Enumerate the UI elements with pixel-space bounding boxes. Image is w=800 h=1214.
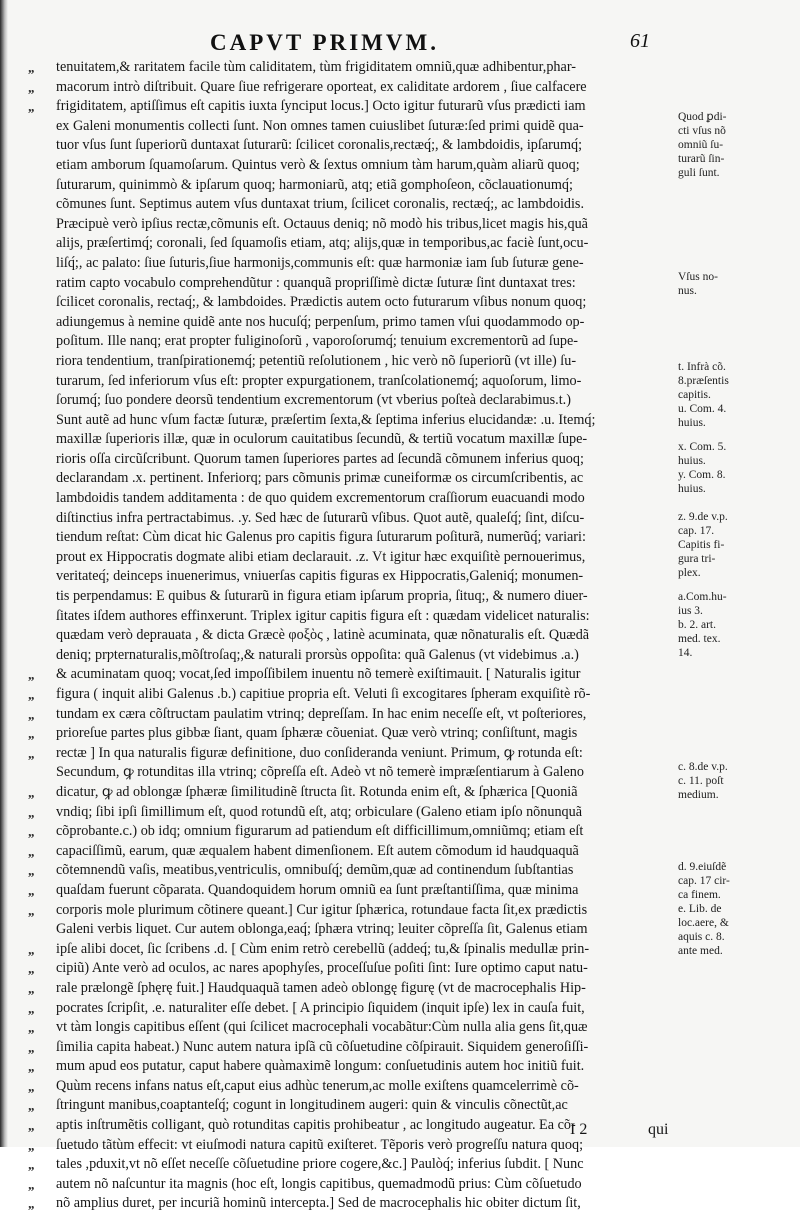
line-text: prioreſue partes plus gibbæ ſiant, quam ſphæræ cõueniat. Quæ verò vtrinq; conſiſtunt, magis	[56, 725, 578, 742]
text-line	[28, 1057, 668, 1077]
line-text: ſitates iſdem authores effinxerunt. Triplex igitur capitis figura eſt : quædam videlicet naturalis:	[56, 607, 590, 624]
text-line	[56, 646, 668, 666]
line-text: ratim capto vocabulo comprehendũtur : quanquã propriſſimè dictæ ſuturæ ſint duntaxat tres:	[56, 274, 576, 291]
margin-note-line: d. 9.eiuſdẽ	[678, 861, 727, 873]
text-line	[56, 391, 668, 411]
line-text: quaſdam fuerunt cõparata. Quandoquidem horum omniũ ea ſunt præſtantiſſima, quæ minima	[56, 881, 579, 898]
text-line	[28, 842, 668, 862]
quotation-mark: „	[28, 1059, 35, 1075]
text-line	[28, 901, 668, 921]
quotation-mark: „	[28, 687, 35, 702]
text-line	[28, 999, 668, 1019]
text-line	[56, 450, 668, 470]
line-text: ipſe alibi docet, ſic ſcribens .d. [ Cùm enim retrò cerebellũ (addeq́; tu,& ſpinalis medullæ prin-	[56, 940, 590, 957]
quotation-mark: „	[28, 784, 35, 800]
quotation-mark: „	[28, 667, 35, 683]
margin-note-line: ca finem.	[678, 889, 721, 901]
line-text: lambdoidis tandem additamenta : de quo quidem excrementorum craſſiorum euacuandi modo	[56, 490, 585, 507]
line-text: ex Galeni monumentis collecti ſunt. Non omnes tamen cuiuslibet ſuturæ:ſed primi quidẽ qua-	[56, 117, 584, 134]
line-text: ſuetudo tãtùm effecit: vt eiuſmodi natura capitũ exiſteret. Tẽporis verò progreſſu natura quoq;	[56, 1136, 584, 1153]
line-text: macorum intrò diſtribuit. Quare ſiue refrigerare oporteat, ex caliditate ardorem , ſiue calfacere	[56, 78, 587, 95]
line-text: etiam amborum ſquamoſarum. Quintus verò & ſextus omnium tàm harum,quàm aliarũ quoq;	[56, 156, 580, 173]
running-head: CAPVT PRIMVM.	[210, 30, 439, 55]
line-text: ſcilicet coronalis, rectaq́;, & lambdoides. Prædictis autem octo futurarum vſibus nonum quoq;	[56, 294, 587, 311]
line-text: Galeni verbis liquet. Cur autem oblonga,eaq́; ſphæra vtrinq; leuiter cõpreſſa ſit, Galenus etiam	[56, 921, 588, 938]
text-line	[56, 274, 668, 294]
text-line	[56, 195, 668, 215]
margin-note	[678, 760, 788, 802]
text-line	[56, 176, 668, 196]
line-text: tiendum reſtat: Cùm dicat hic Galenus pro capitis figura ſuturarum poſiturã, numerũq́; variari:	[56, 529, 586, 546]
text-line	[28, 744, 668, 764]
margin-note-line: loc.aere, &	[678, 917, 729, 929]
line-text: aptis inſtrumẽtis colligant, quò rotunditas capitis prohibeatur , ac longitudo augeatur. Ea cõ-	[56, 1117, 576, 1134]
margin-note	[678, 360, 788, 430]
margin-note-line: Quod ꝑdi-	[678, 111, 727, 123]
line-text: ſorumq́; ſuo pondere deorsũ tendentium excrementorum (vt vberius poſteà declarabimus.t.)	[56, 392, 571, 409]
margin-note-line: y. Com. 8.	[678, 469, 726, 481]
text-line	[56, 489, 668, 509]
text-line	[28, 1018, 668, 1038]
margin-note-line: a.Com.hu-	[678, 591, 727, 603]
text-line	[56, 352, 668, 372]
folio-number: 61	[630, 30, 650, 52]
quotation-mark: „	[28, 79, 35, 95]
text-line	[28, 1155, 668, 1175]
text-line	[56, 626, 668, 646]
margin-note-line: e. Lib. de	[678, 903, 722, 915]
margin-note-line: huius.	[678, 483, 706, 495]
page-header	[0, 30, 800, 56]
text-line	[56, 509, 668, 529]
line-text: diſtinctius infra pertractabimus. .y. Sed hæc de ſuturarũ vſibus. Quot autẽ, qualeſq́; ſint, diſcu-	[56, 509, 585, 526]
line-text: rioris oſſa circũſcribunt. Quorum tamen ſuperiores partes ad ſecundã cõmunem inferius quoq;	[56, 450, 584, 467]
line-text: frigiditatem, aptiſſimus eſt capitis iuxta ſynciput locus.] Octo igitur futurarũ vſus prædicti iam	[56, 98, 586, 115]
line-text: vt tàm longis capitibus eſſent (qui ſcilicet macrocephali vocabãtur:Cùm nulla alia gens ſit,quæ	[56, 1019, 588, 1036]
line-text: mum apud eos putatur, caput habere quàmaximẽ longum: conſuetudinis autem hoc initiũ fuit.	[56, 1058, 585, 1075]
text-line	[56, 156, 668, 176]
text-line	[28, 724, 668, 744]
text-line	[28, 705, 668, 725]
quotation-mark: „	[28, 961, 35, 977]
text-line	[28, 685, 668, 705]
text-line	[28, 940, 668, 960]
margin-note	[678, 590, 788, 660]
line-text: capaciſſimũ, earum, quæ æqualem habent dimenſionem. Eſt autem cõmodum id haudquaquã	[56, 842, 579, 859]
quotation-mark: „	[28, 980, 35, 996]
line-text: ſuturarum, quinimmò & ipſarum quoq; harmoniarũ, atq; etiã gomphoſeon, cõclauationumq́;	[56, 176, 573, 193]
line-text: rectæ ] In qua naturalis figuræ definitione, duo conſideranda veniunt. Primum, ꝙ rotunda eſt:	[56, 744, 583, 761]
line-text: liſq́;, ac palato: ſiue ſuturis,ſiue harmonijs,communis eſt: quæ harmoniæ iam ſub ſuturæ gene-	[56, 254, 584, 271]
line-text: Sunt autẽ ad hunc vſum factæ ſuturæ, præſertim ſexta,& ſeptima inferius elucidandæ: .u. Itemq́;	[56, 411, 596, 428]
quotation-mark: „	[28, 1157, 35, 1173]
signature-mark: I 2	[570, 1121, 588, 1138]
margin-note-line: u. Com. 4.	[678, 403, 727, 415]
quotation-mark: „	[28, 1039, 35, 1055]
quotation-mark: „	[28, 863, 35, 879]
text-line	[28, 822, 668, 842]
margin-note-line: t. Infrà cõ.	[678, 361, 726, 373]
quotation-mark: „	[28, 60, 35, 75]
margin-note-line: Capitis fi-	[678, 539, 725, 551]
text-line	[28, 783, 668, 803]
quotation-mark: „	[28, 941, 35, 957]
margin-note	[678, 510, 788, 580]
margin-note-line: cap. 17 cir-	[678, 875, 730, 887]
line-text: poſitum. Ille nanq; erat propter fuliginoſorũ , vaporoſorumq́; tenuium excrementorũ ad ſupe-	[56, 333, 579, 350]
margin-note-line: plex.	[678, 567, 701, 579]
text-line	[56, 372, 668, 392]
quotation-mark: „	[28, 804, 35, 820]
margin-note-line: capitis.	[678, 389, 711, 401]
main-text-block	[28, 58, 668, 1214]
line-text: maxillæ ſuperioris illæ, quæ in oculorum cauitatibus ſecundũ, & tertiũ vocatum maxillæ ſupe-	[56, 431, 588, 448]
quotation-mark: „	[28, 706, 35, 722]
text-line	[56, 136, 668, 156]
line-text: rale prælongẽ ſphęrę fuit.] Haudquaquã tamen adeò oblongę figurę (vt de macrocephalis Hip-	[56, 979, 586, 996]
margin-note-line: huius.	[678, 417, 706, 429]
quotation-mark: „	[28, 726, 35, 742]
margin-note-line: med. tex.	[678, 633, 721, 645]
line-text: dicatur, ꝙ ad oblongæ ſphæræ ſimilitudinẽ ſtructa ſit. Rotunda enim eſt, & ſphærica [Quoniã	[56, 783, 578, 800]
margin-note-line: ante med.	[678, 945, 723, 957]
text-line	[56, 548, 668, 568]
line-text: veritateq́; deinceps inuenerimus, vniuerſas capitis figuras ex Hippocratis,Galeniq́; monumen-	[56, 568, 584, 585]
text-line	[56, 469, 668, 489]
text-line	[56, 332, 668, 352]
line-text: prout ex Hippocratis dogmate alibi etiam declarauit. .z. Vt igitur hæc exquiſitè pernouerimus,	[56, 548, 586, 565]
margin-note-line: omniũ ſu-	[678, 139, 724, 151]
margin-note-line: c. 11. poſt	[678, 775, 724, 787]
line-text: & acuminatam quoq; vocat,ſed impoſſibilem inuentu nõ temerè exiſtimauit. [ Naturalis igitur	[56, 666, 581, 683]
line-text: alijs, præſertimq́; coronali, ſed ſquamoſis etiam, atq; alijs,quæ in temporibus,ac faciè ſunt,ocu-	[56, 235, 589, 252]
line-text: pocrates ſcripſit, .e. naturaliter eſſe debet. [ A principio ſiquidem (inquit ipſe) lex in cauſa fuit,	[56, 999, 585, 1016]
text-line	[28, 1096, 668, 1116]
line-text: ſimilia capita habeat.) Nunc autem natura ipſã cũ cõſuetudine cõſpirauit. Siquidem generoſiſſi-	[56, 1038, 589, 1055]
quotation-mark: „	[28, 1118, 35, 1134]
margin-note-line: z. 9.de v.p.	[678, 511, 728, 523]
quotation-mark: „	[28, 843, 35, 859]
text-line	[56, 587, 668, 607]
line-text: Præcipuè verò ipſius rectæ,cõmunis eſt. Octauus deniq; nõ modò his tribus,licet magis his,quã	[56, 215, 588, 232]
quotation-mark: „	[28, 99, 35, 115]
margin-note	[678, 440, 788, 496]
line-text: cipiũ) Ante verò ad oculos, ac nares apophyſes, proceſſuſue poſiti ſint: Iure optimo caput natu-	[56, 960, 588, 977]
text-line	[28, 861, 668, 881]
text-line	[28, 78, 668, 98]
margin-note-line: huius.	[678, 455, 706, 467]
text-line	[56, 528, 668, 548]
margin-note	[678, 110, 788, 180]
quotation-mark: „	[28, 1098, 35, 1114]
text-line	[56, 567, 668, 587]
text-line	[28, 665, 668, 685]
quotation-mark: „	[28, 1137, 35, 1153]
line-text: tuor vſus ſunt ſuperiorũ duntaxat ſuturarũ: ſcilicet coronalis,rectæq́;, & lambdoidis, ipſarumq́;	[56, 137, 583, 154]
margin-note-line: 8.præſentis	[678, 375, 729, 387]
text-line	[56, 430, 668, 450]
margin-note-line: aquis c. 8.	[678, 931, 725, 943]
line-text: declarandam .x. pertinent. Inferiorq; pars cõmunis primæ cuneiformæ os circumſcribentis, ac	[56, 470, 584, 487]
line-text: cõtemnendũ vaſis, meatibus,ventriculis, omnibuſq́; demũm,quæ ad continendum ſubſtantias	[56, 862, 574, 879]
line-text: Secundum, ꝙ rotunditas illa vtrinq; cõpreſſa eſt. Adeò vt nõ temerè impræſentiarum à Galeno	[56, 764, 584, 781]
line-text: ſtringunt manibus,coaptanteſq́; cogunt in longitudinem augeri: quin & vinculis cõnectũt,ac	[56, 1097, 568, 1114]
margin-note	[678, 860, 788, 958]
line-text: figura ( inquit alibi Galenus .b.) capitiue propria eſt. Veluti ſi excogitares ſpheram exquiſitè rõ-	[56, 686, 591, 702]
text-line	[56, 117, 668, 137]
quotation-mark: „	[28, 824, 35, 840]
margin-note-line: cap. 17.	[678, 525, 715, 537]
line-text: vndiq; ſibi ipſi ſimillimum eſt, quod rotundũ eſt, atq; orbiculare (Galeno etiam ipſo nõnunquã	[56, 803, 583, 820]
quotation-mark: „	[28, 1196, 35, 1212]
text-line	[56, 763, 668, 783]
line-text: autem nõ naſcuntur ita magnis (hoc eſt, longis capitibus, quemadmodũ prius: Cùm cõſuetudo	[56, 1175, 582, 1192]
margin-note-line: 14.	[678, 647, 693, 659]
line-text: tenuitatem,& raritatem facile tùm caliditatem, tùm frigiditatem omniũ,quæ adhibentur,phar-	[56, 59, 576, 75]
binding-shadow	[0, 0, 8, 1147]
text-line	[28, 1077, 668, 1097]
text-line	[56, 234, 668, 254]
line-text: tales ,pduxit,vt nõ eſſet neceſſe cõſuetudine priore cogere,&c.] Paulòq́; inferius ſubdit. [ Nunc	[56, 1156, 584, 1173]
line-text: nõ amplius duret, per incuriã hominũ intercepta.] Sed de macrocephalis hic obiter dictum ſit,	[56, 1195, 581, 1212]
text-line	[28, 1038, 668, 1058]
text-line	[28, 58, 668, 78]
quotation-mark: „	[28, 1078, 35, 1094]
margin-note-line: c. 8.de v.p.	[678, 761, 728, 773]
line-text: quædam verò deprauata , & dicta Græcè φοξὸς , latinè acuminata, quæ nõnaturalis eſt. Quædã	[56, 627, 590, 644]
text-line	[56, 411, 668, 431]
margin-note-line: guli ſunt.	[678, 167, 720, 179]
margin-note-line: x. Com. 5.	[678, 441, 727, 453]
quotation-mark: „	[28, 1020, 35, 1036]
margin-note-line: cti vſus nõ	[678, 125, 726, 137]
margin-note-line: medium.	[678, 789, 719, 801]
text-line	[28, 959, 668, 979]
text-line	[56, 920, 668, 940]
text-line	[28, 803, 668, 823]
catchword: qui	[648, 1121, 669, 1138]
margin-note-line: gura tri-	[678, 553, 716, 565]
margin-note-line: Vſus no-	[678, 271, 718, 283]
margin-note-line: ius 3.	[678, 605, 703, 617]
line-text: turarum, ſed inferiorum vſus eſt: propter expurgationem, tranſcolationemq́; aquoſorum, limo-	[56, 372, 582, 389]
quotation-mark: „	[28, 882, 35, 898]
text-line	[28, 1175, 668, 1195]
margin-note-line: b. 2. art.	[678, 619, 717, 631]
text-line	[28, 97, 668, 117]
text-line	[56, 607, 668, 627]
text-line	[56, 313, 668, 333]
margin-note-line: nus.	[678, 285, 697, 297]
line-text: corporis mole plurimum cõtinere queant.] Cur igitur ſphærica, rotundaue facta ſit,ex prædictis	[56, 901, 588, 918]
quotation-mark: „	[28, 902, 35, 918]
quotation-mark: „	[28, 1000, 35, 1016]
line-text: riora tendentium, tranſpirationemq́; petentiũ reſolutionem , hic verò nõ ſuperiorũ (vt ille) ſu-	[56, 352, 577, 369]
line-text: deniq; prƿternaturalis,mõſtroſaq;,& naturali prorsùs oppoſita: quã Galenus (vt videbimus .a.)	[56, 646, 579, 663]
quotation-mark: „	[28, 1176, 35, 1192]
line-text: tundam ex cæra cõſtructam paulatim vtrinq; depreſſam. In hac enim neceſſe eſt, vt poſteriores,	[56, 705, 587, 722]
margin-note	[678, 270, 788, 298]
text-line	[56, 293, 668, 313]
text-line	[28, 1194, 668, 1214]
line-text: tis perpendamus: E quibus & ſuturarũ in figura etiam ipſarum propria, ſituq;, & numero diuer-	[56, 588, 588, 605]
text-line	[28, 881, 668, 901]
text-line	[56, 215, 668, 235]
text-line	[56, 254, 668, 274]
line-text: cõmunes ſunt. Septimus autem vſus duntaxat trium, ſcilicet coronalis, rectæq́;, ac lambdoidis.	[56, 196, 584, 213]
quotation-mark: „	[28, 745, 35, 761]
margin-note-line: turarũ ſin-	[678, 153, 725, 165]
line-text: Quùm recens infans natus eſt,caput eius adhùc tenerum,ac molle exiſtens quamcelerrimè cõ-	[56, 1077, 579, 1094]
line-text: cõprobante.c.) ob idq; omnium figurarum ad patiendum eſt difficillimum,omniũmq; etiam eſt	[56, 823, 584, 840]
line-text: adiungemus à nemine quidẽ ante nos hucuſq́; perpenſum, primo tamen vſui quodammodo op-	[56, 313, 585, 330]
text-line	[28, 979, 668, 999]
